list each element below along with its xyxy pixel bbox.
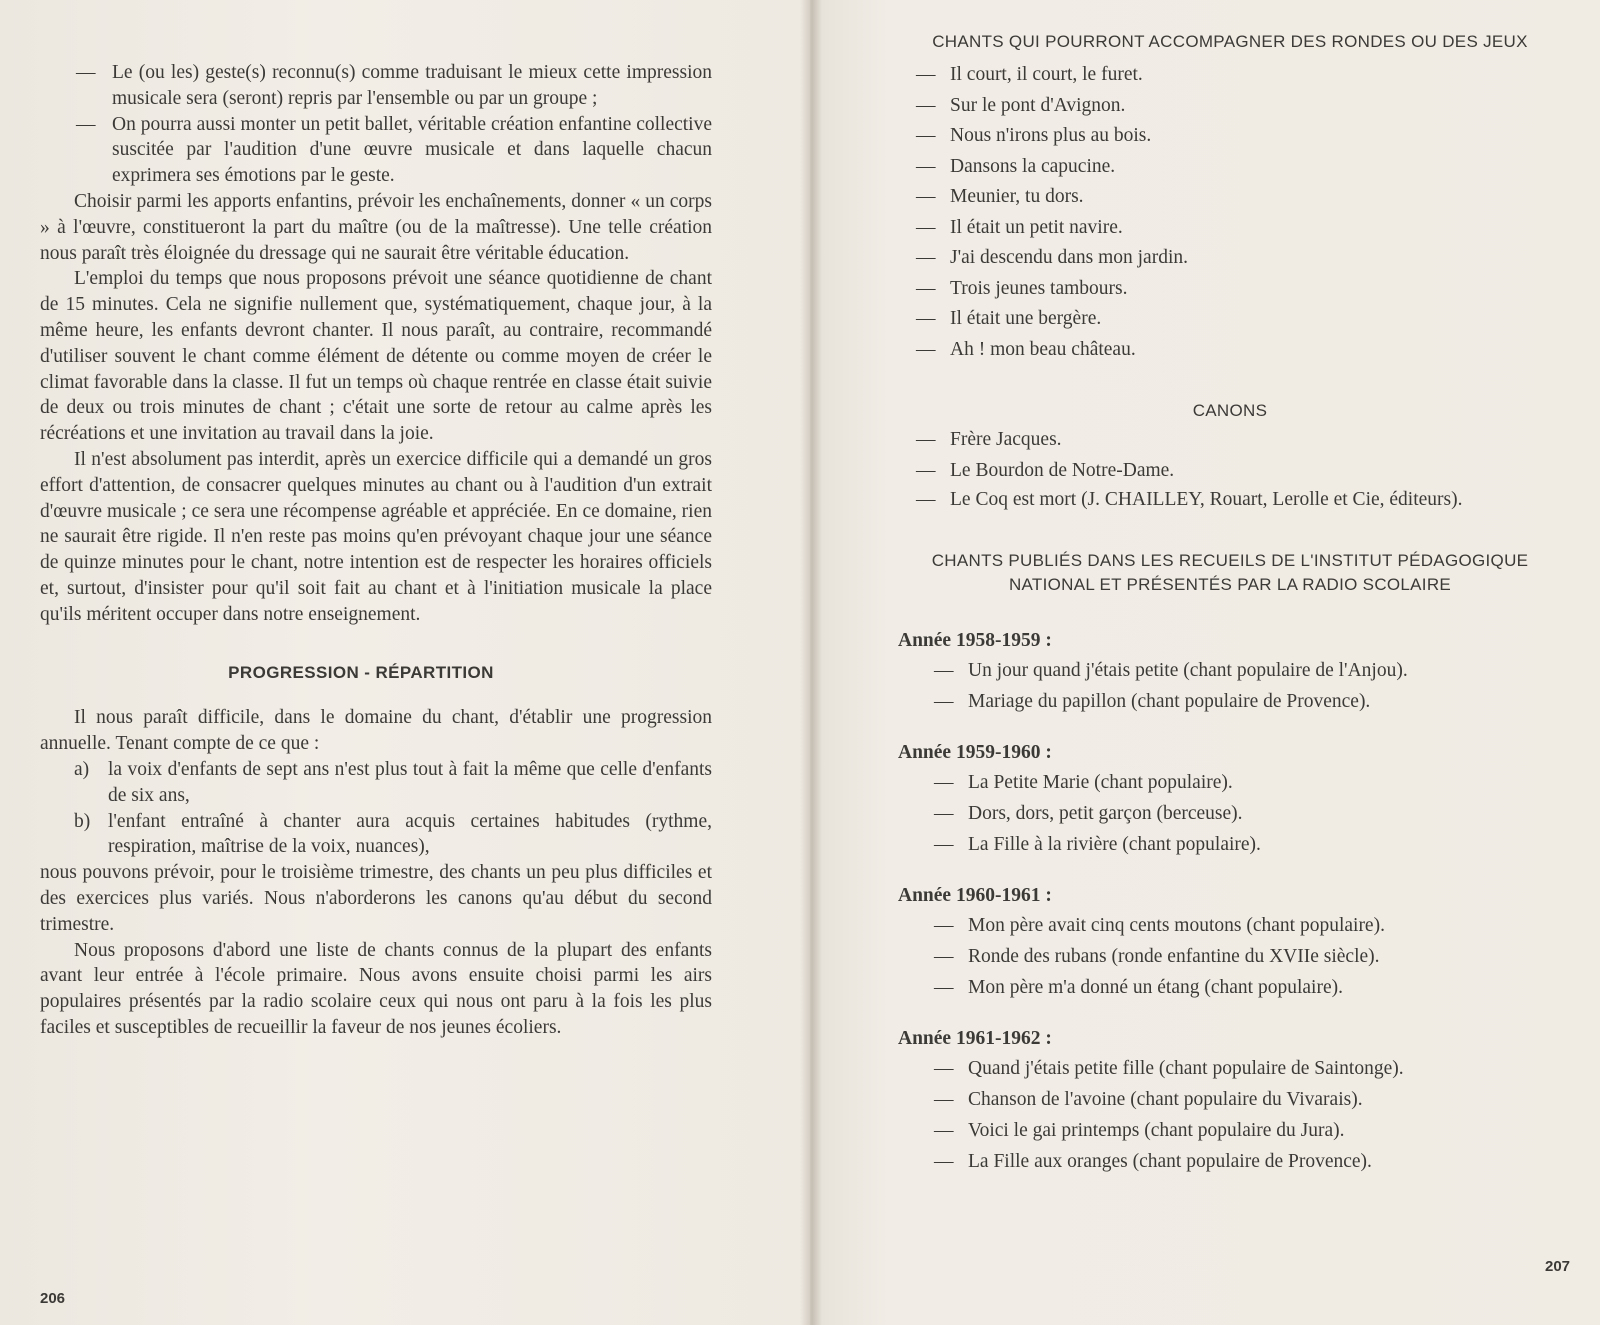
book-gutter — [800, 0, 822, 1325]
list-item — [890, 486, 1570, 513]
song-title: Un jour quand j'étais petite (chant populaire de l'Anjou). — [968, 660, 1408, 681]
list-item — [890, 1115, 1570, 1146]
dash-marker: — — [76, 113, 96, 135]
list-item — [890, 767, 1570, 798]
paragraph: Choisir parmi les apports enfantins, prévoir les enchaînements, donner « un corps » à l'œuvre, constitueront la part du maître (ou de la maîtresse). Une telle création nous paraît très éloignée du dressage qui ne saurait être véritable éducation. — [40, 190, 712, 264]
dash-item-text: On pourra aussi monter un petit ballet, véritable création enfantine collective suscitée par l'audition d'une œuvre musicale et dans laquelle chacun exprimera ses émotions par le geste. — [112, 113, 712, 187]
alpha-marker: b) — [74, 810, 91, 832]
song-title: Il était un petit navire. — [950, 216, 1123, 238]
paragraph: Il n'est absolument pas interdit, après un exercice difficile qui a demandé un gros effort d'attention, de consacrer quelques minutes au chant ou à l'audition d'un extrait d'œuvre musicale ; ce sera une récompense agréable et appréciée. En ce domaine, rien ne saurait être rigide. Il n'en reste pas moins qu'en prévoyant chaque jour une séance de quinze minutes pour le chant, notre intention est de respecter les horaires officiels et, surtout, d'insister pour qu'il soit fait au chant et à l'initiation musicale la place qu'ils méritent occuper dans notre enseignement. — [40, 448, 712, 625]
canon-title: Frère Jacques. — [950, 429, 1062, 450]
alpha-item — [40, 809, 712, 861]
list-item — [890, 304, 1570, 335]
list-item — [890, 91, 1570, 122]
dash-marker: — — [916, 94, 936, 116]
song-title: Ah ! mon beau château. — [950, 338, 1136, 360]
dash-marker: — — [916, 459, 936, 481]
left-page-text — [40, 60, 712, 1041]
section-heading: PROGRESSION - RÉPARTITION — [228, 662, 494, 682]
list-item — [890, 213, 1570, 244]
song-title: La Petite Marie (chant populaire). — [968, 772, 1233, 793]
paragraph: Nous proposons d'abord une liste de chants connus de la plupart des enfants avant leur entrée à l'école primaire. Nous avons ensuite choisi parmi les airs populaires présentés par la radio scolaire ceux qui nous ont paru à la fois les plus faciles et susceptibles de recueillir la faveur de nos jeunes écoliers. — [40, 939, 712, 1038]
list-item — [890, 941, 1570, 972]
year-group — [890, 739, 1570, 860]
song-title: Mon père avait cinq cents moutons (chant populaire). — [968, 915, 1385, 936]
song-title: Voici le gai printemps (chant populaire du Jura). — [968, 1120, 1345, 1141]
list-item — [890, 1053, 1570, 1084]
list-item — [890, 425, 1570, 456]
dash-marker: — — [934, 1089, 954, 1110]
right-page-text — [890, 30, 1570, 1177]
dash-marker: — — [916, 338, 936, 360]
heading-recueils-line-2: NATIONAL ET PRÉSENTÉS PAR LA RADIO SCOLAIRE — [1008, 575, 1452, 594]
list-item — [890, 182, 1570, 213]
dash-marker: — — [916, 489, 936, 510]
heading-rondes: CHANTS QUI POURRONT ACCOMPAGNER DES RONDES OU DES JEUX — [932, 32, 1528, 51]
alpha-item-text: la voix d'enfants de sept ans n'est plus tout à fait la même que celle d'enfants de six ans, — [108, 758, 712, 806]
dash-marker: — — [916, 186, 936, 207]
song-title: Dansons la capucine. — [950, 155, 1116, 177]
list-item — [890, 335, 1570, 366]
dash-marker: — — [934, 660, 954, 681]
alpha-marker: a) — [74, 758, 90, 780]
dash-marker: — — [916, 125, 936, 146]
list-item — [890, 243, 1570, 274]
list-item — [890, 798, 1570, 829]
year-label: Année 1958-1959 : — [898, 630, 1052, 651]
dash-marker: — — [916, 429, 936, 450]
dash-item-text: Le (ou les) geste(s) reconnu(s) comme traduisant le mieux cette impression musicale sera (seront) repris par l'ensemble ou par un groupe ; — [112, 62, 712, 109]
song-title: Ronde des rubans (ronde enfantine du XVIIe siècle). — [968, 946, 1380, 967]
list-item — [890, 1084, 1570, 1115]
year-label: Année 1961-1962 : — [898, 1028, 1052, 1049]
song-title: J'ai descendu dans mon jardin. — [950, 247, 1188, 268]
paragraph: L'emploi du temps que nous proposons prévoit une séance quotidienne de chant de 15 minutes. Cela ne signifie nullement que, systématiquement, chaque jour, à la même heure, les enfants devront chanter. Il nous paraît, au contraire, recommandé d'utiliser souvent le chant comme élément de détente ou comme moyen de créer le climat favorable dans la classe. Il fut un temps où chaque rentrée en classe était suivie de deux ou trois minutes de chant ; c'était une sorte de retour au calme après les récréations et une invitation au travail dans la joie. — [40, 268, 712, 445]
alpha-item — [40, 757, 712, 809]
dash-marker: — — [934, 977, 954, 998]
list-item — [890, 121, 1570, 152]
canon-title: Le Coq est mort (J. CHAILLEY, Rouart, Lerolle et Cie, éditeurs). — [950, 489, 1463, 510]
song-title: Mon père m'a donné un étang (chant populaire). — [968, 977, 1343, 998]
song-title: Mariage du papillon (chant populaire de Provence). — [968, 691, 1371, 712]
song-title: Il court, il court, le furet. — [950, 64, 1143, 85]
song-title: Nous n'irons plus au bois. — [950, 125, 1152, 146]
song-title: Sur le pont d'Avignon. — [950, 94, 1126, 116]
dash-marker: — — [934, 946, 954, 967]
list-item — [890, 274, 1570, 305]
dash-marker: — — [916, 277, 936, 299]
dash-marker: — — [934, 691, 954, 712]
page-number-left: 206 — [40, 1290, 66, 1307]
year-label: Année 1960-1961 : — [898, 885, 1052, 906]
song-title: Dors, dors, petit garçon (berceuse). — [968, 803, 1243, 824]
song-title: La Fille aux oranges (chant populaire de Provence). — [968, 1151, 1372, 1172]
alpha-item-text: l'enfant entraîné à chanter aura acquis certaines habitudes (rythme, respiration, maîtrise de la voix, nuances), — [108, 810, 712, 858]
list-item — [890, 152, 1570, 183]
dash-marker: — — [934, 1120, 954, 1141]
list-item — [890, 1146, 1570, 1177]
song-title: La Fille à la rivière (chant populaire). — [968, 834, 1261, 855]
dash-marker: — — [934, 1058, 954, 1079]
progression-continuation: nous pouvons prévoir, pour le troisième trimestre, des chants un peu plus difficiles et des exercices plus variés. Nous n'aborderons les canons qu'au début du second trimestre. — [40, 862, 712, 935]
list-item — [890, 60, 1570, 91]
year-group — [890, 882, 1570, 1003]
year-label: Année 1959-1960 : — [898, 742, 1052, 763]
page-number-right: 207 — [1545, 1258, 1571, 1275]
list-item — [890, 655, 1570, 686]
song-title: Trois jeunes tambours. — [950, 277, 1128, 299]
dash-marker: — — [916, 308, 936, 329]
heading-recueils-line-1: CHANTS PUBLIÉS DANS LES RECUEILS DE L'INSTITUT PÉDAGOGIQUE — [931, 551, 1529, 570]
dash-marker: — — [916, 247, 936, 268]
year-group — [890, 627, 1570, 717]
canons-list — [890, 425, 1570, 513]
dash-marker: — — [934, 772, 954, 793]
year-group — [890, 1025, 1570, 1177]
list-item — [890, 686, 1570, 717]
dash-marker: — — [934, 834, 954, 855]
dash-item — [40, 60, 712, 112]
song-title: Meunier, tu dors. — [950, 186, 1084, 207]
heading-canons: CANONS — [1192, 401, 1268, 420]
dash-marker: — — [76, 62, 96, 83]
canon-title: Le Bourdon de Notre-Dame. — [950, 459, 1175, 481]
list-item — [890, 910, 1570, 941]
dash-marker: — — [934, 915, 954, 936]
list-item — [890, 972, 1570, 1003]
song-title: Quand j'étais petite fille (chant populaire de Saintonge). — [968, 1058, 1404, 1079]
progression-intro: Il nous paraît difficile, dans le domaine du chant, d'établir une progression annuelle. Tenant compte de ce que : — [40, 707, 712, 755]
dash-marker: — — [916, 64, 936, 85]
list-item — [890, 829, 1570, 860]
dash-item — [40, 112, 712, 189]
list-item — [890, 456, 1570, 487]
dash-marker: — — [934, 803, 954, 824]
songs-list — [890, 60, 1570, 365]
dash-marker: — — [916, 155, 936, 177]
dash-marker: — — [916, 216, 936, 238]
song-title: Il était une bergère. — [950, 308, 1102, 329]
song-title: Chanson de l'avoine (chant populaire du Vivarais). — [968, 1089, 1363, 1110]
dash-marker: — — [934, 1151, 954, 1172]
